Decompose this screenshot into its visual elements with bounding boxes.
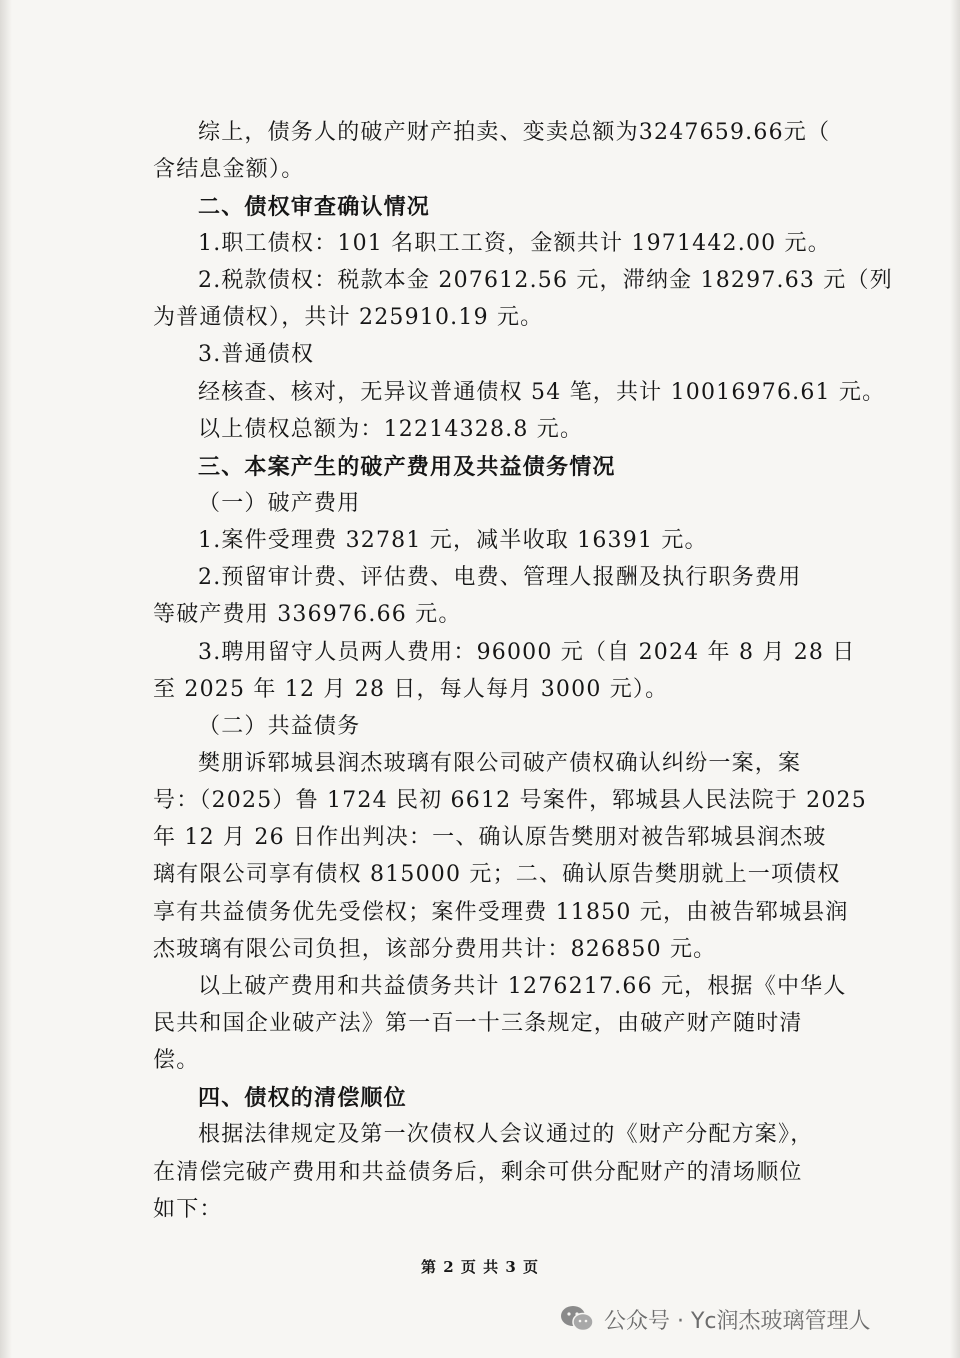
paragraph-line: 樊朋诉郓城县润杰玻璃有限公司破产债权确认纠纷一案，案 bbox=[198, 751, 802, 776]
paragraph-line: 至 2025 年 12 月 28 日，每人每月 3000 元）。 bbox=[153, 677, 669, 702]
paragraph-line: 1.职工债权：101 名职工工资，金额共计 1971442.00 元。 bbox=[198, 231, 831, 256]
paragraph-line: 综上，债务人的破产财产拍卖、变卖总额为3247659.66元（ bbox=[198, 120, 831, 145]
paragraph-line: 在清偿完破产费用和共益债务后，剩余可供分配财产的清场顺位 bbox=[153, 1160, 803, 1185]
paragraph-line: 以上债权总额为：12214328.8 元。 bbox=[198, 417, 584, 442]
paragraph-line: 2.税款债权：税款本金 207612.56 元，滞纳金 18297.63 元（列 bbox=[198, 268, 893, 293]
section-heading: 四、债权的清偿顺位 bbox=[198, 1085, 407, 1111]
paragraph-line: 为普通债权），共计 225910.19 元。 bbox=[153, 305, 544, 330]
subsection-heading: （一）破产费用 bbox=[198, 491, 361, 516]
paragraph-line: 3.普通债权 bbox=[198, 342, 315, 367]
paragraph-line: 以上破产费用和共益债务共计 1276217.66 元，根据《中华人 bbox=[198, 974, 847, 999]
paragraph-line: 璃有限公司享有债权 815000 元；二、确认原告樊朋就上一项债权 bbox=[153, 862, 841, 887]
paragraph-line: 经核查、核对，无异议普通债权 54 笔，共计 10016976.61 元。 bbox=[198, 380, 886, 405]
paragraph-line: 年 12 月 26 日作出判决：一、确认原告樊朋对被告郓城县润杰玻 bbox=[153, 825, 827, 850]
paragraph-line: 等破产费用 336976.66 元。 bbox=[153, 602, 462, 627]
page-edge-left bbox=[0, 0, 12, 1358]
paragraph-line: 含结息金额）。 bbox=[153, 157, 305, 182]
wechat-watermark bbox=[560, 1302, 940, 1336]
watermark-text: 公众号 · Yc润杰玻璃管理人 bbox=[604, 1308, 871, 1334]
section-heading: 三、本案产生的破产费用及共益债务情况 bbox=[198, 454, 616, 480]
paragraph-line: 享有共益债务优先受偿权；案件受理费 11850 元，由被告郓城县润 bbox=[153, 900, 849, 925]
paragraph-line: 3.聘用留守人员两人费用：96000 元（自 2024 年 8 月 28 日 bbox=[198, 640, 856, 665]
paragraph-line: 2.预留审计费、评估费、电费、管理人报酬及执行职务费用 bbox=[198, 565, 802, 590]
page-number-footer: 第 2 页 共 3 页 bbox=[421, 1258, 539, 1276]
page-edge-right bbox=[950, 0, 960, 1358]
paragraph-line: 民共和国企业破产法》第一百一十三条规定，由破产财产随时清 bbox=[153, 1011, 803, 1036]
paragraph-line: 偿。 bbox=[153, 1048, 200, 1073]
paragraph-line: 如下： bbox=[153, 1197, 223, 1222]
subsection-heading: （二）共益债务 bbox=[198, 714, 361, 739]
wechat-icon bbox=[560, 1305, 594, 1333]
paragraph-line: 杰玻璃有限公司负担，该部分费用共计：826850 元。 bbox=[153, 937, 717, 962]
section-heading: 二、债权审查确认情况 bbox=[198, 194, 431, 220]
paragraph-line: 1.案件受理费 32781 元，减半收取 16391 元。 bbox=[198, 528, 708, 553]
paragraph-line: 根据法律规定及第一次债权人会议通过的《财产分配方案》， bbox=[198, 1122, 814, 1147]
paragraph-line: 号：（2025）鲁 1724 民初 6612 号案件，郓城县人民法院于 2025 bbox=[153, 788, 867, 813]
